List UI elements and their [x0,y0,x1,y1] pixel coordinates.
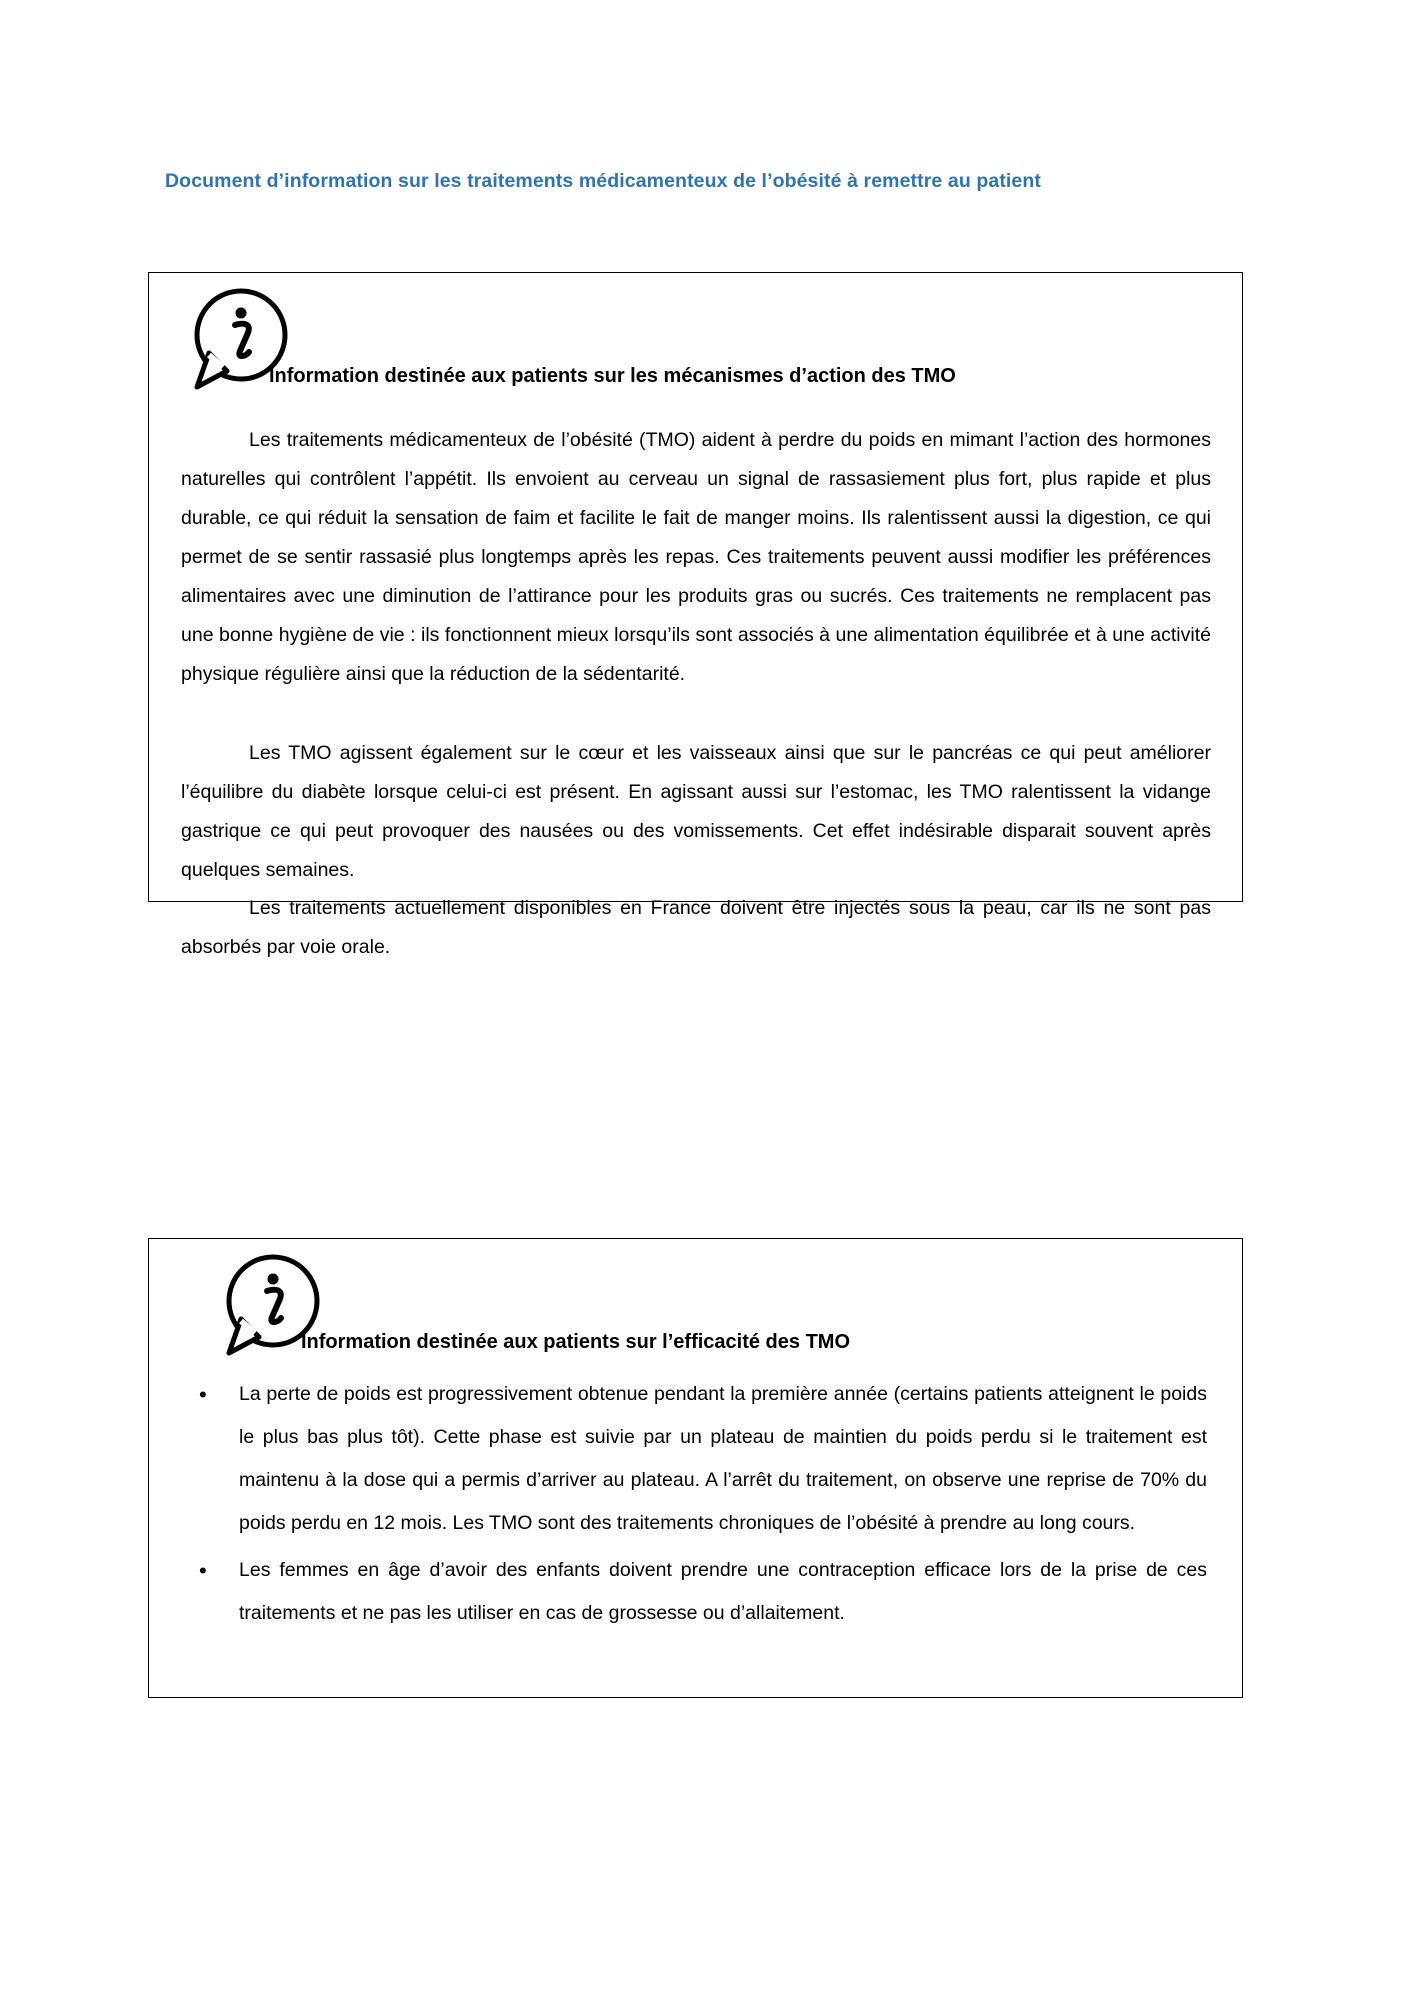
paragraph-mechanisms-1: Les traitements médicamenteux de l’obésité (TMO) aident à perdre du poids en mimant l’action des hormones naturelles qui contrôlent l’appétit. Ils envoient au cerveau un signal de rassasiement plus fort, plus rapide et plus durable, ce qui réduit la sensation de faim et facilite le fait de manger moins. Ils ralentissent aussi la digestion, ce qui permet de se sentir rassasié plus longtemps après les repas. Ces traitements peuvent aussi modifier les préférences alimentaires avec une diminution de l’attirance pour les produits gras ou sucrés. Ces traitements ne remplacent pas une bonne hygiène de vie : ils fonctionnent mieux lorsqu’ils sont associés à une alimentation équilibrée et à une activité physique régulière ainsi que la réduction de la sédentarité. [181,429,1211,685]
section-heading-mechanisms: Information destinée aux patients sur les mécanismes d’action des TMO [269,365,956,387]
list-item-text: La perte de poids est progressivement obtenue pendant la première année (certains patients atteignent le poids le plus bas plus tôt). Cette phase est suivie par un plateau de maintien du poids perdu si le traitement est maintenu à la dose qui a permis d’arriver au plateau. A l’arrêt du traitement, on observe une reprise de 70% du poids perdu en 12 mois. Les TMO sont des traitements chroniques de l’obésité à prendre au long cours. [239,1383,1207,1534]
paragraph-mechanisms-2: Les TMO agissent également sur le cœur et les vaisseaux ainsi que sur le pancréas ce qui peut améliorer l’équilibre du diabète lorsque celui-ci est présent. En agissant aussi sur l’estomac, les TMO ralentissent la vidange gastrique ce qui peut provoquer des nausées ou des vomissements. Cet effet indésirable disparait souvent après quelques semaines. [181,742,1211,881]
info-box-efficacy [148,1238,1243,1698]
paragraph-mechanisms-3: Les traitements actuellement disponibles en France doivent être injectés sous la peau, car ils ne sont pas absorbés par voie orale. [181,897,1211,958]
bullet-marker: • [199,1558,207,1583]
efficacy-bullet-list [157,1373,1207,1639]
list-item [157,1373,1207,1545]
list-item [157,1549,1207,1635]
info-box-mechanisms [148,272,1243,958]
page-title: Document d’information sur les traitements médicamenteux de l’obésité à remettre au patient [165,170,1041,192]
bullet-marker: • [199,1382,207,1407]
list-item-text: Les femmes en âge d’avoir des enfants doivent prendre une contraception efficace lors de la prise de ces traitements et ne pas les utiliser en cas de grossesse ou d’allaitement. [239,1559,1207,1624]
section-heading-efficacy: Information destinée aux patients sur l’efficacité des TMO [301,1331,851,1353]
